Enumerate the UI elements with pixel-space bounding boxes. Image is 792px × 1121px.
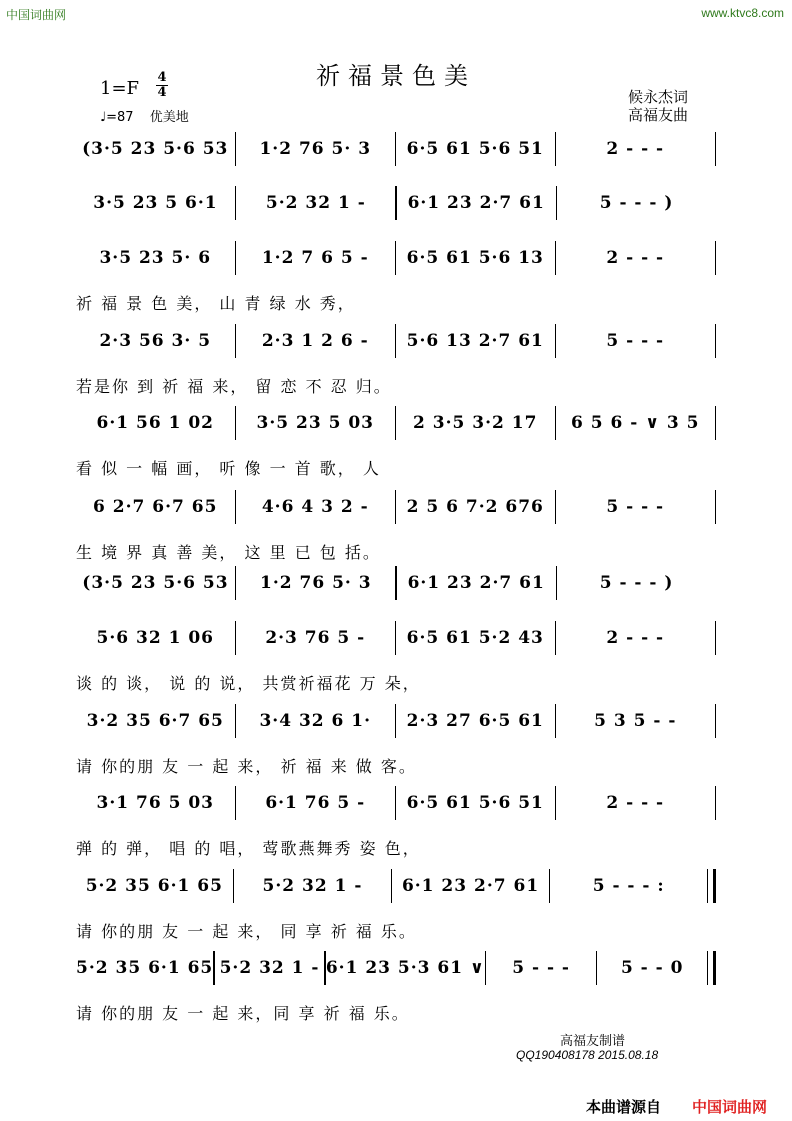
key-signature: 1=F xyxy=(100,78,140,99)
notation-line-10 xyxy=(76,788,716,830)
bar-line xyxy=(715,786,717,820)
meter-bottom: 4 xyxy=(157,85,167,100)
contact-info: QQ190408178 2015.08.18 xyxy=(516,1048,659,1062)
measure: 2 - - - xyxy=(606,248,665,268)
measure: 5·2 32 1 - xyxy=(219,958,320,978)
measure: 2·3 76 5 - xyxy=(265,628,366,648)
notation-line-3 xyxy=(76,243,716,285)
measure: 3·4 32 6 1· xyxy=(259,711,372,731)
lyric-line-4: 若是你 到 祈 福 来， 留 恋 不 忍 归。 xyxy=(76,377,392,396)
meter-top: 4 xyxy=(157,70,167,85)
lyric-line-6: 生 境 界 真 善 美， 这 里 已 包 括。 xyxy=(76,543,381,562)
arranger-credit: 高福友制谱 xyxy=(560,1034,626,1049)
bar-line xyxy=(715,132,717,166)
measure: 5 - - - ) xyxy=(599,193,674,213)
composer-credit: 高福友曲 xyxy=(627,106,688,124)
measure: 6·5 61 5·6 51 xyxy=(406,793,544,813)
measure: 6·5 61 5·6 51 xyxy=(406,139,544,159)
final-bar-line xyxy=(707,869,716,903)
measure: 2·3 56 3· 5 xyxy=(99,331,212,351)
measure: 5·2 32 1 - xyxy=(262,876,363,896)
notation-line-5 xyxy=(76,408,716,450)
song-title: 祈福景色美 xyxy=(316,62,476,90)
measure: 3·5 23 5· 6 xyxy=(99,248,212,268)
lyric-line-3: 祈 福 景 色 美， 山 青 绿 水 秀， xyxy=(76,294,356,313)
measure: 6·1 23 5·3 61 ∨ xyxy=(325,958,485,978)
lyric-line-10: 弹 的 弹， 唱 的 唱， 莺歌燕舞秀 姿 色， xyxy=(76,839,421,858)
notation-line-2 xyxy=(76,188,716,230)
lyric-line-11: 请 你的朋 友 一 起 来， 同 享 祈 福 乐。 xyxy=(76,922,417,941)
bar-line xyxy=(715,241,717,275)
notes-row xyxy=(76,134,716,164)
measure: (3·5 23 5·6 53 xyxy=(82,139,229,159)
notes-row xyxy=(76,492,716,522)
notation-line-9 xyxy=(76,706,716,748)
tempo-value: ♩=87 xyxy=(100,110,134,125)
measure: 5 - - - xyxy=(606,331,665,351)
measure: 6·1 23 2·7 61 xyxy=(407,193,545,213)
final-bar-line xyxy=(707,951,716,985)
measure: 2 - - - xyxy=(606,139,665,159)
measure: 6·1 23 2·7 61 xyxy=(407,573,545,593)
notes-row xyxy=(76,788,716,818)
bar-line xyxy=(715,704,717,738)
lyric-line-8: 谈 的 谈， 说 的 说， 共赏祈福花 万 朵， xyxy=(76,674,421,693)
source-site: 中国词曲网 xyxy=(692,1098,768,1116)
measure: 1·2 76 5· 3 xyxy=(259,139,372,159)
measure: 6·1 23 2·7 61 xyxy=(401,876,540,896)
measure: 4·6 4 3 2 - xyxy=(261,497,369,517)
measure: 1·2 7 6 5 - xyxy=(261,248,369,268)
measure: 5·2 35 6·1 65 xyxy=(85,876,223,896)
bar-line xyxy=(715,406,717,440)
source-label: 本曲谱源自 xyxy=(586,1098,662,1116)
notation-line-4 xyxy=(76,326,716,368)
measure: 2·3 27 6·5 61 xyxy=(406,711,544,731)
measure: 2 3·5 3·2 17 xyxy=(413,413,538,433)
notes-row xyxy=(76,408,716,438)
watermark-left: 中国词曲网 xyxy=(6,8,67,22)
notes-row xyxy=(76,706,716,736)
time-signature xyxy=(156,72,168,99)
measure: 1·2 76 5· 3 xyxy=(260,573,372,593)
lyricist-credit: 候永杰词 xyxy=(627,88,688,106)
measure: 5·2 32 1 - xyxy=(265,193,366,213)
bar-line xyxy=(715,490,717,524)
measure: 6 5 6 - ∨ 3 5 xyxy=(570,413,700,433)
measure: 5·6 13 2·7 61 xyxy=(406,331,544,351)
measure: 5 3 5 - - xyxy=(594,711,677,731)
lyric-line-9: 请 你的朋 友 一 起 来， 祈 福 来 做 客。 xyxy=(76,757,417,776)
measure: 2 - - - xyxy=(606,628,665,648)
measure: 3·5 23 5 03 xyxy=(256,413,374,433)
bar-line xyxy=(715,621,717,655)
measure: 3·5 23 5 6·1 xyxy=(93,193,218,213)
measure: 6·1 76 5 - xyxy=(265,793,366,813)
expression-marking: 优美地 xyxy=(149,110,189,125)
notation-line-6 xyxy=(76,492,716,534)
tempo-marking xyxy=(100,106,189,125)
measure: 2·3 1 2 6 - xyxy=(261,331,369,351)
measure: 3·1 76 5 03 xyxy=(96,793,214,813)
measure: 5·2 35 6·1 65 xyxy=(76,958,214,978)
measure: 6·5 61 5·2 43 xyxy=(406,628,544,648)
notes-row xyxy=(76,871,716,901)
measure: (3·5 23 5·6 53 xyxy=(82,573,229,593)
notes-row xyxy=(76,623,716,653)
measure: 3·2 35 6·7 65 xyxy=(86,711,224,731)
measure: 2 - - - xyxy=(606,793,665,813)
lyric-line-5: 看 似 一 幅 画， 听 像 一 首 歌， 人 xyxy=(76,459,381,478)
notes-row xyxy=(76,953,716,983)
watermark-right: www.ktvc8.com xyxy=(701,6,784,20)
measure: 6·1 56 1 02 xyxy=(96,413,214,433)
measure: 5 - - - xyxy=(606,497,665,517)
measure: 5 - - 0 xyxy=(620,958,684,978)
notation-line-11 xyxy=(76,871,716,913)
measure: 5·6 32 1 06 xyxy=(96,628,214,648)
measure: 5 - - - ) xyxy=(599,573,674,593)
measure: 5 - - - xyxy=(512,958,570,978)
notes-row xyxy=(76,243,716,273)
lyric-line-12: 请 你的朋 友 一 起 来，同 享 祈 福 乐。 xyxy=(76,1004,410,1023)
measure: 2 5 6 7·2 676 xyxy=(406,497,544,517)
notation-line-12 xyxy=(76,953,716,995)
notes-row xyxy=(76,326,716,356)
notes-row xyxy=(76,188,716,218)
notes-row xyxy=(76,568,716,598)
bar-line xyxy=(715,324,717,358)
measure: 5 - - - : xyxy=(592,876,665,896)
measure: 6 2·7 6·7 65 xyxy=(93,497,218,517)
notation-line-7 xyxy=(76,568,716,610)
notation-line-8 xyxy=(76,623,716,665)
measure: 6·5 61 5·6 13 xyxy=(406,248,544,268)
notation-line-1 xyxy=(76,134,716,176)
